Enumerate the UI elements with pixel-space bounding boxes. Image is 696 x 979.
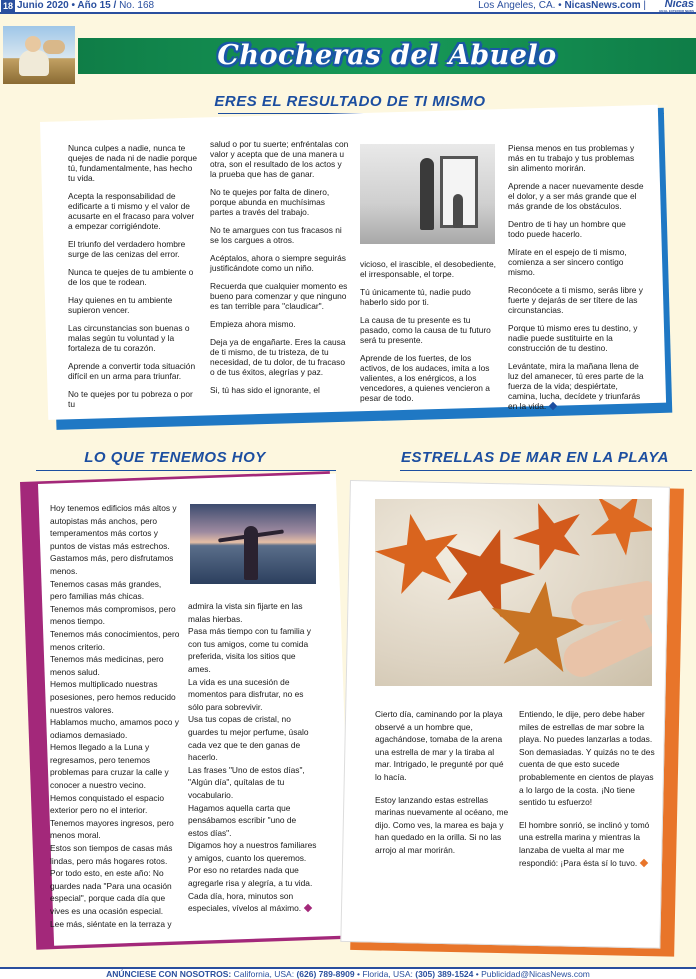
paragraph: Tenemos más compromisos, pero menos tiempo. [50, 603, 176, 627]
site-info: Los Ángeles, CA. • NicasNews.com | [478, 0, 646, 11]
issue-number: No. 168 [119, 0, 155, 11]
paragraph: Digamos hoy a nuestros familiares y amigos, cuanto los queremos. [188, 840, 317, 863]
paragraph: Porque tú mismo eres tu destino, y nadie puede sustituirte en la construcción de tu destino. [508, 323, 638, 353]
paragraph: Aprende a convertir toda situación difícil en un arma para triunfar. [68, 361, 196, 381]
end-mark-icon [549, 402, 557, 410]
article-title-2: LO QUE TENEMOS HOY [84, 449, 266, 466]
paragraph: Gastamos más, pero disfrutamos menos. [50, 553, 174, 576]
paragraph: No te quejes por tu pobreza o por tu [68, 389, 193, 409]
paragraph: Deja ya de engañarte. Eres la causa de ti mismo, de tu tristeza, de tu necesidad, de tu dolor, de tu fracaso o de tus éxitos, alegrías y paz. [210, 337, 346, 377]
paragraph: El hombre sonrió, se inclinó y tomó una estrella marina y mientras la lanzaba de vuelta al mar me respondió: ¡Para ésta sí lo tuvo. [519, 819, 650, 868]
paragraph: Hablamos mucho, amamos poco y odiamos demasiado. [50, 717, 179, 740]
grandfather-photo [3, 26, 75, 84]
paragraph: Hemos llegado a la Luna y regresamos, pero tenemos problemas para cruzar la calle y conocer a nuestro vecino. [50, 742, 169, 791]
paragraph: Pasa más tiempo con tu familia y con tus amigos, come tu comida preferida, visita los sitios que ames. [188, 626, 311, 674]
paragraph: Las circunstancias son buenas o malas según tu voluntad y la fortaleza de tu corazón. [68, 323, 190, 353]
paragraph: Lee más, siéntate en la terraza y [50, 918, 172, 929]
paragraph: Hagamos aquella carta que pensábamos escribir "uno de estos días". [188, 802, 297, 838]
paragraph: Empieza ahora mismo. [210, 319, 296, 329]
article-1-column-4 [508, 143, 644, 419]
title-rule [36, 470, 336, 471]
article-2-column-2 [188, 600, 318, 915]
paragraph: Dentro de ti hay un hombre que todo puede hacerlo. [508, 219, 626, 239]
page-number: 18 [2, 1, 13, 11]
paragraph: No te quejes por falta de dinero, porque abunda en muchísimas partes a través del trabajo. [210, 187, 330, 217]
footer-fl-phone[interactable]: (305) 389-1524 [415, 969, 474, 979]
paragraph: No te amargues con tus fracasos ni se los cargues a otros. [210, 225, 342, 245]
footer-ca-label: California, USA: [233, 969, 295, 979]
paragraph: Nunca culpes a nadie, nunca te quejes de nada ni de nadie porque tú, fundamentalmente, has hecho tu vida. [68, 143, 197, 183]
issue-year: Año 15 [77, 0, 111, 11]
paragraph: Las frases "Uno de estos días", "Algún día", quítalas de tu vocabulario. [188, 764, 305, 800]
paragraph: vicioso, el irascible, el desobediente, el irresponsable, el torpe. [360, 259, 496, 279]
paragraph: Acepta la responsabilidad de edificarte a ti mismo y el valor de acusarte en el fracaso para volver a empezar corrigiéndote. [68, 191, 195, 231]
end-mark-icon [304, 904, 312, 912]
paragraph: Si, tú has sido el ignorante, el [210, 385, 320, 395]
location: Los Ángeles, CA. [478, 0, 556, 11]
paragraph: salud o por tu suerte; enfréntalas con valor y acepta que de una manera u otra, son el resultado de los actos y la prueba que has de ganar. [210, 139, 349, 179]
starfish-photo [375, 499, 652, 686]
paragraph: La causa de tu presente es tu pasado, como la causa de tu futuro será tu presente. [360, 315, 491, 345]
paragraph: Acéptalos, ahora o siempre seguirás justificándote como un niño. [210, 253, 346, 273]
paragraph: Reconócete a ti mismo, serás libre y fuerte y dejarás de ser títere de las circunstancias. [508, 285, 643, 315]
paragraph: Cierto día, caminando por la playa observé a un hombre que, agachándose, tomaba de la arena una estrella de mar y la tiraba al mar. Intrigado, le pregunté por qué lo hacía. [375, 709, 504, 782]
paragraph: Recuerda que cualquier momento es bueno para comenzar y que ninguno es tan terrible para "claudicar". [210, 281, 348, 311]
paragraph: Piensa menos en tus problemas y más en tu trabajo y tus problemas sin alimento morirán. [508, 143, 635, 173]
paragraph: Aprende a nacer nuevamente desde el dolor, y a ser más grande que el más grande de los obstáculos. [508, 181, 644, 211]
paragraph: Tenemos mayores ingresos, pero menos moral. [50, 817, 174, 841]
paragraph: Usa tus copas de cristal, no guardes tu mejor perfume, úsalo cada vez que te den ganas de hacerlo. [188, 714, 309, 763]
paragraph: Levántate, mira la mañana llena de luz del amanecer, tú eres parte de la fuerza de la vida; despiértate, camina, lucha, decídete y triunfarás en la vida. [508, 361, 644, 411]
footer-email[interactable]: • Publicidad@NicasNews.com [475, 969, 590, 979]
page-header [0, 0, 696, 14]
mirror-photo [360, 144, 495, 244]
paragraph: Estos son tiempos de casas más lindas, pero más hogares rotos. [50, 843, 173, 866]
paragraph: Hay quienes en tu ambiente supieron vencer. [68, 295, 173, 315]
article-1-column-2 [210, 139, 350, 403]
paragraph: Aprende de los fuertes, de los activos, de los audaces, imita a los valientes, a los enérgicos, a los vencedores, a quienes vencieron a pesar de todo. [360, 353, 490, 403]
article-2-column-1 [50, 502, 180, 930]
logo-tagline: EN EL EXTERIOR NEWS [659, 9, 694, 13]
logo-text: Nicas [664, 0, 694, 10]
article-3-column-2 [519, 708, 655, 879]
footer-ca-phone[interactable]: (626) 789-8909 [296, 969, 355, 979]
paragraph: Por eso no retardes nada que agregarle risa y alegría, a tu vida. [188, 865, 313, 889]
paragraph: Cada día, hora, minutos son especiales, vívelos al máximo. [188, 890, 318, 915]
paragraph: Tú únicamente tú, nadie pudo haberlo sido por ti. [360, 287, 471, 307]
paragraph: Hoy tenemos edificios más altos y autopistas más anchos, pero temperamentos más cortos y puntos de vistas más estrechos. [50, 503, 177, 551]
paragraph: Tenemos más medicinas, pero menos salud. [50, 654, 164, 677]
paragraph: La vida es una sucesión de momentos para disfrutar, no es sólo para sobrevivir. [188, 676, 304, 712]
paragraph: Entiendo, le dije, pero debe haber miles de estrellas de mar sobre la playa. No puedes lanzarlas a todas. Son demasiadas. Y quizás no te des cuenta de que esto sucede probablemente en cientos de playas a lo largo de la costa. ¡No tiene sentido tu esfuerzo! [519, 709, 655, 808]
paragraph: Tenemos más conocimientos, pero menos criterio. [50, 628, 180, 652]
page-footer [0, 967, 696, 979]
issue-info: Junio 2020 • Año 15 / No. 168 [17, 0, 155, 11]
article-3-column-1 [375, 708, 509, 867]
issue-date: Junio 2020 [17, 0, 69, 11]
footer-lead: ANÚNCIESE CON NOSOTROS: [106, 969, 232, 979]
site-link[interactable]: NicasNews.com [564, 0, 641, 11]
article-title-3: ESTRELLAS DE MAR EN LA PLAYA [401, 449, 669, 466]
paragraph: Hemos multiplicado nuestras posesiones, pero hemos reducido nuestros valores. [50, 679, 176, 715]
paragraph: Estoy lanzando estas estrellas marinas nuevamente al océano, me dijo. Como ves, la marea es baja y han quedado en la orilla. Si no las arrojo al mar morirán. [375, 794, 509, 855]
paragraph: Mírate en el espejo de ti mismo, comienza a ser sincero contigo mismo. [508, 247, 627, 277]
column-title: Chocheras del Abuelo [217, 40, 557, 71]
article-1-column-1 [68, 143, 200, 417]
nicas-logo [648, 0, 694, 13]
title-rule [400, 470, 692, 471]
paragraph: admira la vista sin fijarte en las malas hierbas. [188, 601, 303, 624]
footer-fl-label: • Florida, USA: [356, 969, 413, 979]
paragraph: Hemos conquistado el espacio exterior pero no el interior. [50, 792, 165, 816]
end-mark-icon [640, 858, 648, 866]
paragraph: Tenemos casas más grandes, pero familias más chicas. [50, 578, 162, 602]
paragraph: Por todo esto, en este año: No guardes nada "Para una ocasión especial", porque cada día que vives es una ocasión especial. [50, 868, 172, 916]
paragraph: El triunfo del verdadero hombre surge de las cenizas del error. [68, 239, 186, 259]
article-title-1: ERES EL RESULTADO DE TI MISMO [214, 93, 486, 110]
paragraph: Nunca te quejes de tu ambiente o de los que te rodean. [68, 267, 194, 287]
sunset-woman-photo [190, 504, 316, 584]
article-1-column-3 [360, 259, 496, 411]
